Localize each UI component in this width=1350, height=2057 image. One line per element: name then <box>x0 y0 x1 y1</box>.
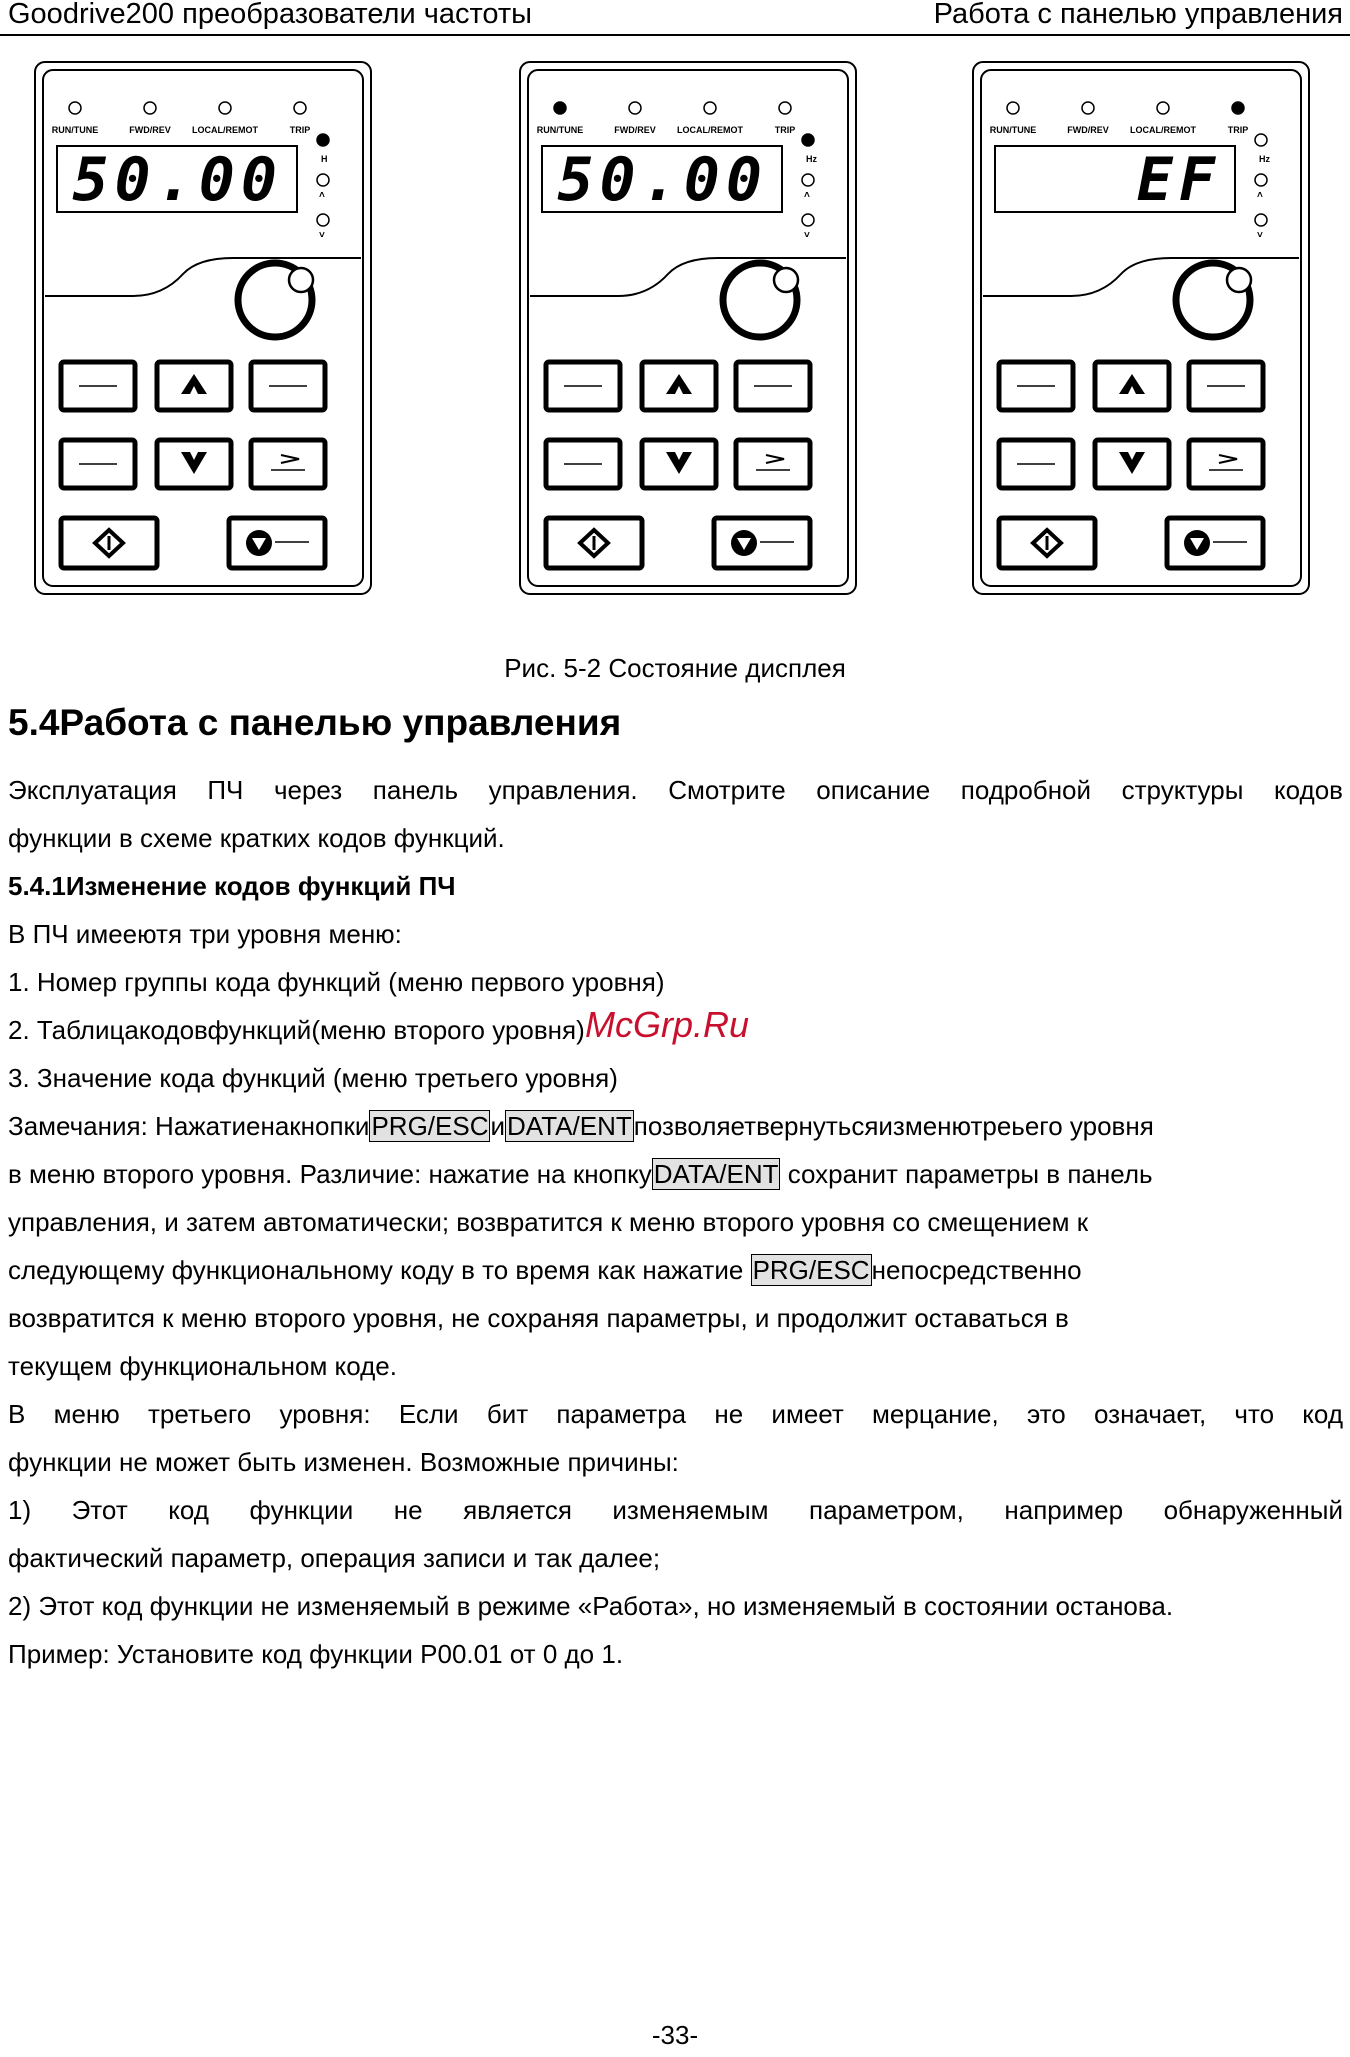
keypad-panel-1 <box>33 60 373 596</box>
figure-caption: Рис. 5-2 Состояние дисплея <box>504 653 846 683</box>
unit-led-icon <box>802 134 814 146</box>
stop-rst-button <box>1167 518 1263 568</box>
note-line-3: управления, и затем автоматически; возвратится к меню второго уровня со смещением к <box>8 1207 1089 1237</box>
note-line-2 <box>8 1150 1343 1198</box>
keypad-drawing <box>971 60 1311 596</box>
led-run-label: RUN/TUNE <box>51 125 99 135</box>
reason-1-line-1: 1) Этот код функции не является изменяемым параметром, например обнаруженный <box>8 1495 1343 1525</box>
down-indicator-icon: ˅ <box>804 230 810 241</box>
knob-marker-icon <box>1227 268 1251 292</box>
display-value: 50.00 <box>72 145 283 215</box>
note-line-6: текущем функциональном коде. <box>8 1351 397 1381</box>
led-local-icon <box>704 102 716 114</box>
knob-marker-icon <box>774 268 798 292</box>
up-indicator-icon: ˄ <box>1257 190 1263 201</box>
led-run-icon <box>1007 102 1019 114</box>
note-line-1 <box>8 1102 1343 1150</box>
led-trip-icon <box>1232 102 1244 114</box>
keypad-drawing <box>33 60 373 596</box>
note2-prefix: в меню второго уровня. Различие: нажатие на кнопку <box>8 1159 652 1189</box>
body-text <box>8 766 1343 1678</box>
led-local-label: LOCAL/REMOT <box>1130 125 1196 135</box>
stop-rst-button <box>229 518 325 568</box>
shift-button <box>1189 440 1263 488</box>
led-local-icon <box>1157 102 1169 114</box>
led-run-icon <box>554 102 566 114</box>
unit-label: Hz <box>1259 154 1270 164</box>
page-header <box>8 0 1343 34</box>
led-run-icon <box>69 102 81 114</box>
up-indicator-icon: ˄ <box>804 190 810 201</box>
reason-1-line-2: фактический параметр, операция записи и так далее; <box>8 1543 661 1573</box>
watermark: McGrp.Ru <box>585 1004 750 1045</box>
note4-suffix: непосредственно <box>871 1255 1082 1285</box>
led-fwd-icon <box>629 102 641 114</box>
level-1: 1. Номер группы кода функций (меню первого уровня) <box>8 967 665 997</box>
display-value: EF <box>1136 145 1221 215</box>
unit-led-icon <box>802 214 814 226</box>
led-trip-label: TRIP <box>774 125 796 135</box>
unit-label: Hz <box>806 154 817 164</box>
down-indicator-icon: ˅ <box>319 230 325 241</box>
unit-led-icon <box>1255 174 1267 186</box>
reason-2: 2) Этот код функции не изменяемый в режиме «Работа», но изменяемый в состоянии останова. <box>8 1591 1174 1621</box>
keypad-panel-3 <box>971 60 1311 596</box>
keypad-figure <box>0 60 1350 600</box>
led-local-label: LOCAL/REMOT <box>192 125 258 135</box>
third-level-line-1: В меню третьего уровня: Если бит параметра не имеет мерцание, это означает, что код <box>8 1399 1343 1429</box>
unit-led-icon <box>317 174 329 186</box>
prg-esc-key-label: PRG/ESC <box>371 1111 489 1141</box>
shift-button <box>251 440 325 488</box>
page-number: -33- <box>651 2020 699 2050</box>
level-3: 3. Значение кода функций (меню третьего уровня) <box>8 1063 618 1093</box>
knob-marker-icon <box>289 268 313 292</box>
led-trip-label: TRIP <box>1227 125 1249 135</box>
level-2: 2. Таблицакодовфункций(меню второго уровня) <box>8 1015 585 1045</box>
down-indicator-icon: ˅ <box>1257 230 1263 241</box>
note-line-4 <box>8 1246 1343 1294</box>
section-title: 5.4Работа с панелью управления <box>8 702 622 743</box>
led-local-icon <box>219 102 231 114</box>
header-left: Goodrive200 преобразователи частоты <box>8 0 533 30</box>
unit-led-icon <box>1255 134 1267 146</box>
keypad-drawing <box>518 60 858 596</box>
data-ent-key-label: DATA/ENT <box>507 1111 632 1141</box>
led-run-label: RUN/TUNE <box>989 125 1037 135</box>
example: Пример: Установите код функции P00.01 от 0 до 1. <box>8 1639 624 1669</box>
intro-line-2: функции в схеме кратких кодов функций. <box>8 823 505 853</box>
led-run-label: RUN/TUNE <box>536 125 584 135</box>
note-prefix: Замечания: Нажатиенакнопки <box>8 1111 370 1141</box>
data-ent-key-label: DATA/ENT <box>653 1159 779 1189</box>
intro-line-1: Эксплуатация ПЧ через панель управления. Смотрите описание подробной структуры кодов <box>8 775 1343 805</box>
led-trip-label: TRIP <box>289 125 311 135</box>
levels-intro: В ПЧ имееютя три уровня меню: <box>8 919 402 949</box>
led-trip-icon <box>779 102 791 114</box>
led-fwd-icon <box>1082 102 1094 114</box>
up-indicator-icon: ˄ <box>319 190 325 201</box>
note2-suffix: сохранит параметры в панель <box>780 1159 1153 1189</box>
unit-label: H <box>321 154 328 164</box>
note-mid: и <box>490 1111 506 1141</box>
stop-rst-button <box>714 518 810 568</box>
subsection-title: 5.4.1Изменение кодов функций ПЧ <box>8 871 456 901</box>
unit-led-icon <box>802 174 814 186</box>
unit-led-icon <box>1255 214 1267 226</box>
header-rule <box>0 34 1350 36</box>
third-level-line-2: функции не может быть изменен. Возможные причины: <box>8 1447 679 1477</box>
led-fwd-label: FWD/REV <box>614 125 656 135</box>
note4-prefix: следующему функциональному коду в то время как нажатие <box>8 1255 751 1285</box>
led-local-label: LOCAL/REMOT <box>677 125 743 135</box>
shift-button <box>736 440 810 488</box>
keypad-panel-2 <box>518 60 858 596</box>
header-right: Работа с панелью управления <box>933 0 1343 30</box>
unit-led-icon <box>317 214 329 226</box>
led-trip-icon <box>294 102 306 114</box>
led-fwd-icon <box>144 102 156 114</box>
prg-esc-key-label: PRG/ESC <box>752 1255 870 1285</box>
unit-led-icon <box>317 134 329 146</box>
led-fwd-label: FWD/REV <box>129 125 171 135</box>
led-fwd-label: FWD/REV <box>1067 125 1109 135</box>
note-suffix: позволяетвернутьсяизменютреьего уровня <box>633 1111 1154 1141</box>
display-value: 50.00 <box>557 145 768 215</box>
note-line-5: возвратится к меню второго уровня, не сохраняя параметры, и продолжит оставаться в <box>8 1303 1069 1333</box>
